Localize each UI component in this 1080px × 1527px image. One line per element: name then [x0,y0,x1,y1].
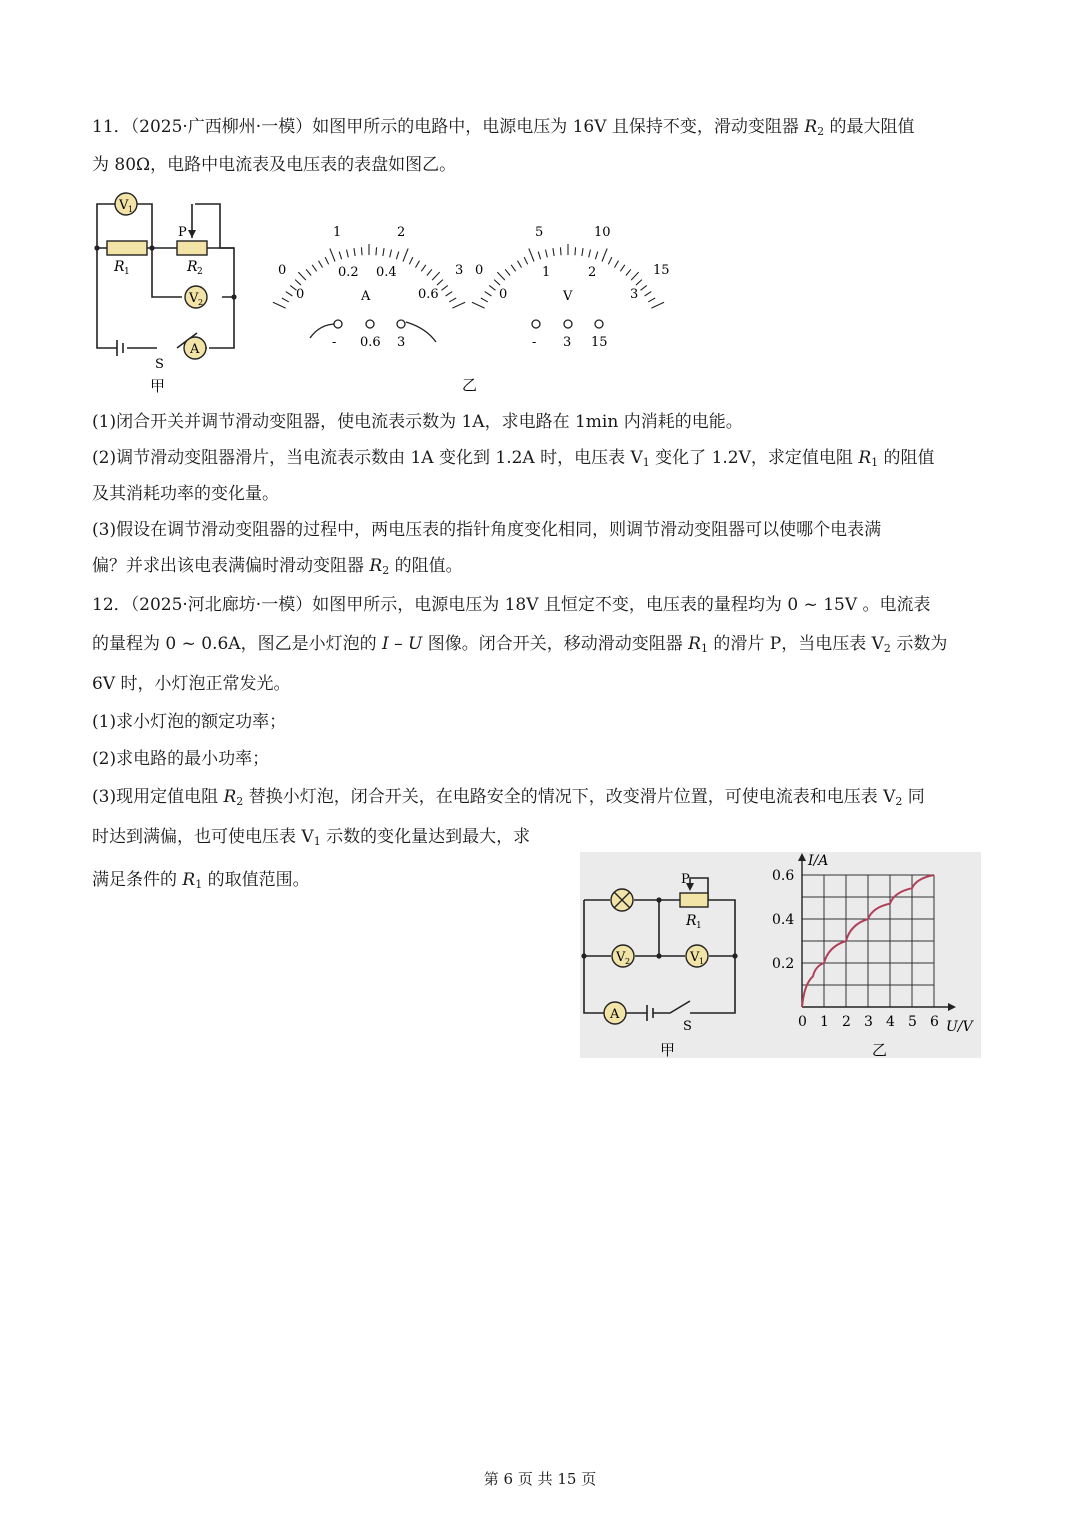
q12-part3-line3-text: 满足条件的 [92,870,183,890]
q12-line2 [92,632,947,661]
ammeter-label: A [190,342,200,357]
x-tick-label: 1 [820,1014,829,1030]
r2-subscript: 2 [236,795,244,808]
ammeter-dial-tick [306,269,311,275]
v1-label: V [119,198,129,213]
caption-jia: 甲 [150,377,166,395]
page-footer: 第 6 页 共 15 页 [483,1470,597,1488]
switch-label: S [155,357,164,372]
q12-line1: 12．（2025·河北廊坊·一模）如图甲所示，电源电压为 18V 且恒定不变，电压表的量程均为 0 ~ 15V 。电流表 [92,595,931,615]
voltmeter-dial-tick [575,247,576,255]
voltmeter-dial-tick [608,257,612,264]
q11-part3: (3)假设在调节滑动变阻器的过程中，两电压表的指针角度变化相同，则调节滑动变阻器可以使哪个电表满 [92,520,882,540]
q12-line2-mid2: 的滑片 P，当电压表 V [707,634,884,654]
voltmeter-upper-2: 10 [594,225,611,240]
voltmeter-dial-tick [517,261,521,268]
ammeter-dial-tick [347,250,349,258]
voltmeter-dial-tick [640,285,646,290]
q11-part2-line2: 及其消耗功率的变化量。 [92,484,279,504]
voltmeter-lower-0: 0 [499,287,508,302]
ammeter-lower-1: 0.2 [338,265,359,280]
x-tick-label: 4 [886,1014,895,1030]
ammeter-dial-tick [339,252,341,260]
voltmeter-dial-tick [529,248,534,261]
r1-symbol: R [688,634,701,654]
q11-part2-tail: 的阻值 [878,448,935,468]
voltmeter-term-label-15: 15 [591,335,608,350]
ammeter-dial-tick [390,250,392,258]
y-tick-label: 0.2 [772,956,795,972]
ammeter-dial-tick [432,272,440,280]
r2-sub: 2 [197,267,203,277]
voltmeter-dial-tick [595,252,597,260]
voltmeter-lower-2: 2 [588,265,597,280]
v2-subscript: 2 [883,642,891,655]
r2-symbol: R [223,787,237,807]
ammeter-dial-tick [446,292,453,296]
r2-symbol: R [804,117,818,137]
q12-line2-tail: 示数为 [890,634,948,654]
voltmeter-terminal-15 [595,320,603,328]
ammeter-dial-tick [312,265,317,272]
ammeter-dial-tick [298,272,306,280]
y-tick-label: 0.6 [772,868,795,884]
voltmeter-dial-tick [651,302,664,308]
r1-subscript: 1 [195,878,203,891]
r1-symbol: R [858,448,872,468]
r2-resistor [177,241,207,255]
ammeter-dial-tick [403,248,408,261]
v2-subscript: 2 [895,795,903,808]
y-axis-label: I/A [808,853,829,869]
q12-part3-line3 [92,868,310,897]
v2-sub: 2 [198,298,204,307]
voltmeter-dial-tick [636,280,642,285]
voltmeter-upper-1: 5 [535,225,544,240]
q12-part3-line3-tail: 的取值范围。 [202,870,310,890]
q11-part3-line2 [92,554,463,583]
y-tick-label: 0.4 [772,912,795,928]
q12-caption-jia: 甲 [660,1041,676,1058]
ammeter-upper-0: 0 [278,263,287,278]
q11-part2 [92,446,935,475]
ammeter-dial-tick [273,302,286,308]
voltmeter-upper-0: 0 [475,263,484,278]
x-tick-label: 0 [798,1014,807,1030]
q12-circuit-figure [580,852,760,1058]
voltmeter-dial-tick [511,265,516,272]
voltmeter-dial-tick [485,292,492,296]
voltmeter-dial-tick [631,272,639,280]
q12-part3-mid: 替换小灯泡，闭合开关，在电路安全的情况下，改变滑片位置，可使电流表和电压表 V [243,787,896,807]
r1-subscript: 1 [871,456,879,469]
voltmeter-dial-tick [494,280,500,285]
q12-part1: (1)求小灯泡的额定功率； [92,712,287,732]
iu-chart [760,852,981,1058]
q12-part3 [92,785,925,814]
v2-label: V [189,291,199,306]
voltmeter-dial-tick [481,298,488,302]
voltmeter-dial-tick [505,269,510,275]
x-tick-label: 3 [864,1014,873,1030]
voltmeter-upper-3: 15 [653,263,670,278]
r2-subscript: 2 [382,564,390,577]
voltmeter-dial-tick [524,257,528,264]
q11-part3-line2-tail: 的阻值。 [389,556,463,576]
ammeter-dial-tick [325,257,329,264]
r1-subscript: 1 [700,642,708,655]
q12-part2: (2)求电路的最小功率； [92,749,270,769]
r1-sub: 1 [124,267,130,277]
x-axis-arrow [948,1003,956,1011]
voltmeter-dial-tick [614,261,618,268]
q12-line2-text: 的量程为 0 ~ 0.6A，图乙是小灯泡的 [92,634,382,654]
voltmeter-dial-tick [582,248,583,256]
ammeter-dial-tick [421,265,426,272]
q12-line3: 6V 时，小灯泡正常发光。 [92,674,291,694]
x-tick-label: 2 [842,1014,851,1030]
voltmeter-dial-tick [553,248,554,256]
ammeter-dial-tick [415,261,419,268]
ammeter-upper-2: 2 [397,225,406,240]
r2-symbol: R [369,556,383,576]
q11-dials-figure [270,212,690,402]
voltmeter-lower-3: 3 [630,287,639,302]
q12-r1-resistor [680,893,708,907]
voltmeter-dial-tick [645,292,652,296]
voltmeter-term-label-3: 3 [563,335,572,350]
q11-circuit-figure [92,188,252,398]
q12-part3-tail: 同 [902,787,925,807]
ammeter-dial-tick [318,261,322,268]
ammeter-dial-tick [437,280,443,285]
ammeter-lower-0: 0 [296,287,305,302]
q12-part3-line2 [92,825,530,854]
caption-yi: 乙 [462,376,478,394]
q12-switch-label: S [683,1019,692,1034]
r1-resistor [107,241,147,255]
v1-subscript: 1 [313,835,321,848]
ammeter-term-label-3: 3 [397,335,406,350]
voltmeter-dial-tick [626,269,631,275]
iu-symbol: I – U [382,634,423,654]
ammeter-dial-tick [409,257,413,264]
voltmeter-dial-tick [497,272,505,280]
voltmeter-unit: V [563,289,573,304]
q12-v1-sub: 1 [699,957,705,966]
y-axis-arrow [798,853,806,861]
q12-caption-yi: 乙 [872,1041,888,1058]
q11-line1-text: 11．（2025·广西柳州·一模）如图甲所示的电路中，电源电压为 16V 且保持不变，滑动变阻器 [92,117,805,137]
voltmeter-dial-tick [648,298,655,302]
r2-subscript: 2 [817,125,825,138]
ammeter-term-label-neg: - [332,335,337,350]
voltmeter-terminal-3 [564,320,572,328]
x-axis-label: U/V [946,1019,973,1035]
q12-part3-text: (3)现用定值电阻 [92,787,224,807]
ammeter-dial-tick [286,292,293,296]
voltmeter-terminal-neg [532,320,540,328]
ammeter-dial-tick [295,280,301,285]
ammeter-dial-tick [330,248,335,261]
q12-v2-sub: 2 [625,957,631,966]
ammeter-terminal-neg [334,320,342,328]
voltmeter-dial-tick [560,247,561,255]
voltmeter-dial-tick [472,302,485,308]
q11-part2-mid: 变化了 1.2V，求定值电阻 [649,448,859,468]
ammeter-lower-2: 0.4 [376,265,397,280]
voltmeter-dial-tick [589,250,591,258]
voltmeter-dial-tick [538,252,540,260]
ammeter-terminal-06 [366,320,374,328]
x-tick-label: 5 [908,1014,917,1030]
q12-ammeter-label: A [610,1007,620,1022]
ammeter-upper-3: 3 [455,263,464,278]
r1-symbol: R [182,870,196,890]
v1-sub: 1 [128,205,134,214]
ammeter-upper-1: 1 [333,225,342,240]
r2-label: R [187,259,198,275]
q12-r1-sub: 1 [696,921,702,931]
q11-line1 [92,115,915,144]
voltmeter-term-label-neg: - [532,335,537,350]
ammeter-dial-tick [452,302,465,308]
voltmeter-dial-tick [489,285,495,290]
v1-subscript: 1 [642,456,650,469]
ammeter-dial-tick [396,252,398,260]
q12-r1-label: R [686,913,697,929]
ammeter-term-label-06: 0.6 [360,335,381,350]
q11-part2-text: (2)调节滑动变阻器滑片，当电流表示数由 1A 变化到 1.2A 时，电压表 V [92,448,643,468]
slider-p-label: P [178,225,187,240]
voltmeter-dial-tick [602,248,607,261]
ammeter-dial-tick [282,298,289,302]
ammeter-dial-tick [449,298,456,302]
voltmeter-lower-1: 1 [542,265,551,280]
q12-line2-mid: 图像。闭合开关，移动滑动变阻器 [422,634,689,654]
q12-v1-label: V [690,950,700,965]
ammeter-terminal-3 [397,320,405,328]
q11-line1-tail: 的最大阻值 [824,117,915,137]
x-tick-label: 6 [930,1014,939,1030]
q12-part3-line2-text: 时达到满偏，也可使电压表 V [92,827,314,847]
r1-label: R [114,259,125,275]
ammeter-dial-tick [376,247,377,255]
lamp-icon [611,889,633,911]
q12-v2-label: V [616,950,626,965]
voltmeter-dial-tick [620,265,625,272]
q11-part1: (1)闭合开关并调节滑动变阻器，使电流表示数为 1A，求电路在 1min 内消耗的电能。 [92,412,743,432]
ammeter-dial-tick [354,248,355,256]
ammeter-dial-tick [441,285,447,290]
voltmeter-dial-tick [546,250,548,258]
ammeter-unit: A [361,289,371,304]
ammeter-dial-tick [361,247,362,255]
q11-line2: 为 80Ω，电路中电流表及电压表的表盘如图乙。 [92,155,457,175]
ammeter-lower-3: 0.6 [418,287,439,302]
q12-slider-p-label: P [681,872,690,887]
ammeter-dial-tick [427,269,432,275]
q12-part3-line2-tail: 示数的变化量达到最大，求 [320,827,531,847]
ammeter-dial-tick [383,248,384,256]
q11-part3-line2-text: 偏？并求出该电表满偏时滑动变阻器 [92,556,370,576]
